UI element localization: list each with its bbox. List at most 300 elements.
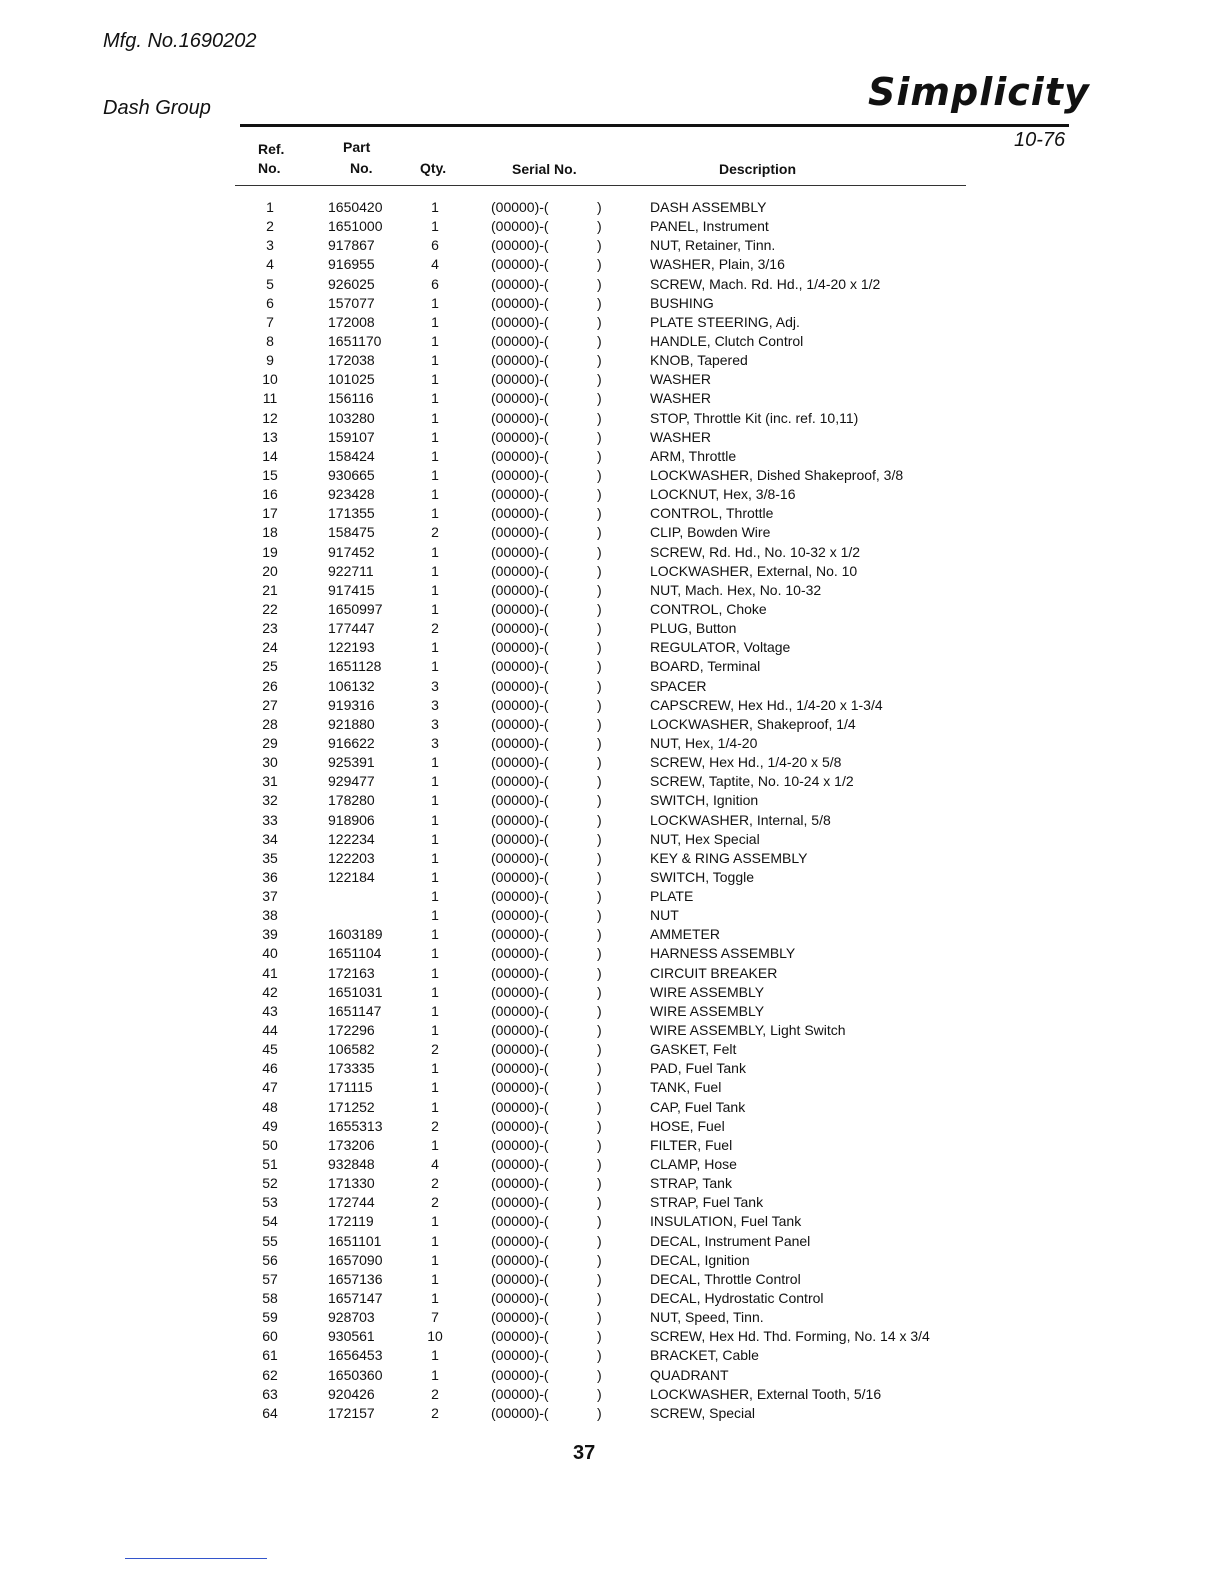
serial-close-bracket: ) — [597, 486, 602, 503]
table-row — [0, 255, 1224, 274]
serial-close-bracket: ) — [597, 677, 602, 694]
group-title: Dash Group — [103, 97, 211, 119]
description: SCREW, Special — [650, 1404, 756, 1421]
table-row — [0, 638, 1224, 657]
serial-close-bracket: ) — [597, 792, 602, 809]
description: FILTER, Fuel — [650, 1136, 733, 1153]
col-serial: Serial No. — [512, 161, 577, 177]
ref-number: 60 — [262, 1328, 278, 1345]
serial-number: (00000)-( — [491, 945, 549, 962]
table-row — [0, 485, 1224, 504]
ref-number: 4 — [266, 256, 274, 273]
quantity: 1 — [431, 639, 439, 656]
revision-date: 10-76 — [1014, 129, 1066, 151]
serial-close-bracket: ) — [597, 983, 602, 1000]
quantity: 10 — [427, 1328, 443, 1345]
serial-number: (00000)-( — [491, 447, 549, 464]
serial-number: (00000)-( — [491, 1117, 549, 1134]
part-number: 917415 — [328, 581, 375, 598]
table-row — [0, 715, 1224, 734]
table-row — [0, 447, 1224, 466]
ref-number: 23 — [262, 620, 278, 637]
ref-number: 2 — [266, 218, 274, 235]
quantity: 1 — [431, 792, 439, 809]
serial-number: (00000)-( — [491, 505, 549, 522]
part-number: 1651031 — [328, 983, 383, 1000]
serial-close-bracket: ) — [597, 907, 602, 924]
ref-number: 57 — [262, 1270, 278, 1287]
quantity: 1 — [431, 964, 439, 981]
description: LOCKWASHER, Shakeproof, 1/4 — [650, 715, 856, 732]
ref-number: 56 — [262, 1251, 278, 1268]
serial-close-bracket: ) — [597, 1251, 602, 1268]
part-number: 925391 — [328, 754, 375, 771]
part-number: 916622 — [328, 734, 375, 751]
serial-number: (00000)-( — [491, 734, 549, 751]
serial-close-bracket: ) — [597, 926, 602, 943]
quantity: 1 — [431, 773, 439, 790]
description: WIRE ASSEMBLY — [650, 983, 765, 1000]
ref-number: 8 — [266, 332, 274, 349]
ref-number: 64 — [262, 1404, 278, 1421]
col-ref-line2: No. — [258, 160, 281, 176]
part-number: 172296 — [328, 1022, 375, 1039]
table-row — [0, 811, 1224, 830]
table-row — [0, 1404, 1224, 1423]
serial-number: (00000)-( — [491, 218, 549, 235]
description: BRACKET, Cable — [650, 1347, 759, 1364]
quantity: 1 — [431, 199, 439, 215]
serial-close-bracket: ) — [597, 639, 602, 656]
serial-close-bracket: ) — [597, 409, 602, 426]
table-row — [0, 1078, 1224, 1097]
serial-number: (00000)-( — [491, 1022, 549, 1039]
quantity: 2 — [431, 524, 439, 541]
description: KEY & RING ASSEMBLY — [650, 849, 808, 866]
description: DECAL, Instrument Panel — [650, 1232, 811, 1249]
quantity: 1 — [431, 888, 439, 905]
serial-number: (00000)-( — [491, 428, 549, 445]
serial-close-bracket: ) — [597, 1175, 602, 1192]
part-number: 930665 — [328, 466, 375, 483]
description: INSULATION, Fuel Tank — [650, 1213, 802, 1230]
table-row — [0, 925, 1224, 944]
parts-list — [0, 198, 1224, 1423]
serial-close-bracket: ) — [597, 390, 602, 407]
description: SPACER — [650, 677, 707, 694]
description: LOCKNUT, Hex, 3/8-16 — [650, 486, 796, 503]
part-number: 926025 — [328, 275, 375, 292]
quantity: 1 — [431, 754, 439, 771]
table-row — [0, 389, 1224, 408]
serial-number: (00000)-( — [491, 1328, 549, 1345]
table-row — [0, 734, 1224, 753]
serial-number: (00000)-( — [491, 562, 549, 579]
serial-number: (00000)-( — [491, 1194, 549, 1211]
ref-number: 28 — [262, 715, 278, 732]
ref-number: 12 — [262, 409, 278, 426]
part-number: 1650997 — [328, 600, 383, 617]
quantity: 4 — [431, 256, 439, 273]
ref-number: 62 — [262, 1366, 278, 1383]
description: CONTROL, Throttle — [650, 505, 774, 522]
serial-number: (00000)-( — [491, 1098, 549, 1115]
part-number: 178280 — [328, 792, 375, 809]
quantity: 2 — [431, 1404, 439, 1421]
serial-number: (00000)-( — [491, 600, 549, 617]
table-row — [0, 504, 1224, 523]
quantity: 6 — [431, 237, 439, 254]
serial-close-bracket: ) — [597, 1347, 602, 1364]
serial-number: (00000)-( — [491, 907, 549, 924]
description: PLATE STEERING, Adj. — [650, 313, 800, 330]
ref-number: 19 — [262, 543, 278, 560]
table-row — [0, 1385, 1224, 1404]
quantity: 1 — [431, 390, 439, 407]
description: WASHER, Plain, 3/16 — [650, 256, 785, 273]
part-number: 1651128 — [328, 658, 382, 675]
description: BOARD, Terminal — [650, 658, 761, 675]
serial-number: (00000)-( — [491, 1079, 549, 1096]
description: WASHER — [650, 428, 711, 445]
serial-number: (00000)-( — [491, 696, 549, 713]
part-number: 171115 — [328, 1079, 373, 1096]
serial-number: (00000)-( — [491, 620, 549, 637]
serial-close-bracket: ) — [597, 1098, 602, 1115]
serial-number: (00000)-( — [491, 754, 549, 771]
part-number: 171355 — [328, 505, 375, 522]
part-number: 172119 — [328, 1213, 374, 1230]
quantity: 1 — [431, 218, 439, 235]
col-part-line2: No. — [350, 160, 373, 176]
part-number: 158424 — [328, 447, 375, 464]
description: ARM, Throttle — [650, 447, 737, 464]
ref-number: 36 — [262, 868, 278, 885]
part-number: 122203 — [328, 849, 375, 866]
description: NUT, Hex Special — [650, 830, 760, 847]
description: STRAP, Fuel Tank — [650, 1194, 764, 1211]
table-row — [0, 409, 1224, 428]
serial-number: (00000)-( — [491, 466, 549, 483]
serial-close-bracket: ) — [597, 1232, 602, 1249]
ref-number: 24 — [262, 639, 278, 656]
part-number: 157077 — [328, 294, 375, 311]
serial-close-bracket: ) — [597, 1117, 602, 1134]
description: NUT, Mach. Hex, No. 10-32 — [650, 581, 822, 598]
table-row — [0, 428, 1224, 447]
part-number: 918906 — [328, 811, 375, 828]
quantity: 1 — [431, 466, 439, 483]
table-row — [0, 964, 1224, 983]
quantity: 3 — [431, 734, 439, 751]
ref-number: 9 — [266, 352, 274, 369]
serial-number: (00000)-( — [491, 199, 549, 215]
description: NUT, Retainer, Tinn. — [650, 237, 776, 254]
ref-number: 16 — [262, 486, 278, 503]
serial-number: (00000)-( — [491, 1366, 549, 1383]
quantity: 1 — [431, 409, 439, 426]
serial-number: (00000)-( — [491, 1175, 549, 1192]
table-row — [0, 753, 1224, 772]
description: DECAL, Hydrostatic Control — [650, 1290, 824, 1307]
serial-number: (00000)-( — [491, 830, 549, 847]
serial-close-bracket: ) — [597, 237, 602, 254]
table-row — [0, 1059, 1224, 1078]
part-number: 156116 — [328, 390, 374, 407]
part-number: 919316 — [328, 696, 375, 713]
quantity: 1 — [431, 868, 439, 885]
serial-number: (00000)-( — [491, 1041, 549, 1058]
col-qty: Qty. — [420, 160, 447, 176]
serial-number: (00000)-( — [491, 792, 549, 809]
part-number: 923428 — [328, 486, 375, 503]
table-row — [0, 1308, 1224, 1327]
part-number: 101025 — [328, 371, 375, 388]
part-number: 1651104 — [328, 945, 382, 962]
description: WIRE ASSEMBLY, Light Switch — [650, 1022, 846, 1039]
serial-close-bracket: ) — [597, 256, 602, 273]
part-number: 1603189 — [328, 926, 383, 943]
ref-number: 45 — [262, 1041, 278, 1058]
description: STOP, Throttle Kit (inc. ref. 10,11) — [650, 409, 859, 426]
serial-close-bracket: ) — [597, 811, 602, 828]
quantity: 1 — [431, 849, 439, 866]
ref-number: 49 — [262, 1117, 278, 1134]
serial-close-bracket: ) — [597, 1213, 602, 1230]
description: NUT, Hex, 1/4-20 — [650, 734, 758, 751]
serial-number: (00000)-( — [491, 888, 549, 905]
ref-number: 1 — [266, 199, 274, 215]
ref-number: 58 — [262, 1290, 278, 1307]
quantity: 3 — [431, 696, 439, 713]
table-row — [0, 1346, 1224, 1365]
quantity: 1 — [431, 1270, 439, 1287]
part-number: 929477 — [328, 773, 375, 790]
description: TANK, Fuel — [650, 1079, 722, 1096]
serial-close-bracket: ) — [597, 888, 602, 905]
column-header-rule — [235, 185, 966, 186]
ref-number: 26 — [262, 677, 278, 694]
quantity: 1 — [431, 1060, 439, 1077]
serial-number: (00000)-( — [491, 275, 549, 292]
part-number: 1651101 — [328, 1232, 382, 1249]
description: WASHER — [650, 390, 711, 407]
part-number: 1655313 — [328, 1117, 383, 1134]
serial-close-bracket: ) — [597, 1041, 602, 1058]
serial-number: (00000)-( — [491, 524, 549, 541]
serial-number: (00000)-( — [491, 1002, 549, 1019]
quantity: 2 — [431, 1385, 439, 1402]
description: CLAMP, Hose — [650, 1156, 737, 1173]
description: STRAP, Tank — [650, 1175, 732, 1192]
serial-number: (00000)-( — [491, 926, 549, 943]
table-row — [0, 543, 1224, 562]
ref-number: 37 — [262, 888, 278, 905]
description: SCREW, Rd. Hd., No. 10-32 x 1/2 — [650, 543, 861, 560]
serial-close-bracket: ) — [597, 1385, 602, 1402]
serial-close-bracket: ) — [597, 1404, 602, 1421]
ref-number: 31 — [262, 773, 278, 790]
serial-close-bracket: ) — [597, 352, 602, 369]
serial-number: (00000)-( — [491, 1290, 549, 1307]
serial-close-bracket: ) — [597, 447, 602, 464]
ref-number: 48 — [262, 1098, 278, 1115]
serial-number: (00000)-( — [491, 409, 549, 426]
table-row — [0, 619, 1224, 638]
ref-number: 55 — [262, 1232, 278, 1249]
description: DECAL, Throttle Control — [650, 1270, 801, 1287]
serial-close-bracket: ) — [597, 620, 602, 637]
serial-number: (00000)-( — [491, 658, 549, 675]
table-row — [0, 1040, 1224, 1059]
description: LOCKWASHER, External Tooth, 5/16 — [650, 1385, 882, 1402]
table-row — [0, 1117, 1224, 1136]
part-number: 917867 — [328, 237, 375, 254]
part-number: 172008 — [328, 313, 375, 330]
part-number: 103280 — [328, 409, 375, 426]
serial-number: (00000)-( — [491, 849, 549, 866]
quantity: 3 — [431, 677, 439, 694]
serial-number: (00000)-( — [491, 294, 549, 311]
serial-close-bracket: ) — [597, 868, 602, 885]
part-number: 1657147 — [328, 1290, 383, 1307]
serial-close-bracket: ) — [597, 964, 602, 981]
description: DASH ASSEMBLY — [650, 199, 767, 215]
description: PLATE — [650, 888, 694, 905]
table-row — [0, 677, 1224, 696]
table-row — [0, 523, 1224, 542]
part-number: 1656453 — [328, 1347, 383, 1364]
ref-number: 25 — [262, 658, 278, 675]
serial-close-bracket: ) — [597, 754, 602, 771]
serial-close-bracket: ) — [597, 1270, 602, 1287]
serial-number: (00000)-( — [491, 964, 549, 981]
description: SCREW, Hex Hd. Thd. Forming, No. 14 x 3/4 — [650, 1328, 930, 1345]
ref-number: 38 — [262, 907, 278, 924]
serial-close-bracket: ) — [597, 773, 602, 790]
serial-close-bracket: ) — [597, 1328, 602, 1345]
ref-number: 41 — [262, 964, 278, 981]
serial-number: (00000)-( — [491, 371, 549, 388]
serial-close-bracket: ) — [597, 1194, 602, 1211]
quantity: 1 — [431, 983, 439, 1000]
quantity: 3 — [431, 715, 439, 732]
part-number: 122193 — [328, 639, 375, 656]
page-number: 37 — [573, 1442, 596, 1464]
col-description: Description — [719, 161, 797, 177]
description: CAPSCREW, Hex Hd., 1/4-20 x 1-3/4 — [650, 696, 883, 713]
serial-close-bracket: ) — [597, 1002, 602, 1019]
quantity: 1 — [431, 505, 439, 522]
ref-number: 61 — [262, 1347, 278, 1364]
table-row — [0, 332, 1224, 351]
ref-number: 63 — [262, 1385, 278, 1402]
table-row — [0, 1098, 1224, 1117]
serial-close-bracket: ) — [597, 734, 602, 751]
serial-close-bracket: ) — [597, 1136, 602, 1153]
part-number: 173206 — [328, 1136, 375, 1153]
description: CIRCUIT BREAKER — [650, 964, 778, 981]
serial-number: (00000)-( — [491, 543, 549, 560]
table-row — [0, 1212, 1224, 1231]
table-row — [0, 1155, 1224, 1174]
description: DECAL, Ignition — [650, 1251, 750, 1268]
part-number: 916955 — [328, 256, 375, 273]
table-row — [0, 1232, 1224, 1251]
quantity: 1 — [431, 1347, 439, 1364]
quantity: 4 — [431, 1156, 439, 1173]
description: SWITCH, Ignition — [650, 792, 759, 809]
serial-number: (00000)-( — [491, 1270, 549, 1287]
serial-number: (00000)-( — [491, 1136, 549, 1153]
description: WASHER — [650, 371, 711, 388]
part-number: 172163 — [328, 964, 375, 981]
quantity: 1 — [431, 294, 439, 311]
serial-number: (00000)-( — [491, 1385, 549, 1402]
quantity: 1 — [431, 447, 439, 464]
ref-number: 18 — [262, 524, 278, 541]
quantity: 1 — [431, 562, 439, 579]
serial-close-bracket: ) — [597, 543, 602, 560]
description: LOCKWASHER, External, No. 10 — [650, 562, 858, 579]
table-row — [0, 1002, 1224, 1021]
description: PANEL, Instrument — [650, 218, 769, 235]
description: HARNESS ASSEMBLY — [650, 945, 796, 962]
ref-number: 3 — [266, 237, 274, 254]
ref-number: 32 — [262, 792, 278, 809]
quantity: 1 — [431, 371, 439, 388]
part-number: 171330 — [328, 1175, 375, 1192]
part-number: 172744 — [328, 1194, 375, 1211]
part-number: 159107 — [328, 428, 375, 445]
table-row — [0, 236, 1224, 255]
ref-number: 21 — [262, 581, 278, 598]
quantity: 2 — [431, 1194, 439, 1211]
quantity: 1 — [431, 1366, 439, 1383]
part-number: 171252 — [328, 1098, 375, 1115]
part-number: 920426 — [328, 1385, 375, 1402]
serial-number: (00000)-( — [491, 237, 549, 254]
ref-number: 50 — [262, 1136, 278, 1153]
quantity: 1 — [431, 1251, 439, 1268]
col-ref-line1: Ref. — [258, 141, 285, 157]
serial-number: (00000)-( — [491, 1347, 549, 1364]
ref-number: 52 — [262, 1175, 278, 1192]
table-row — [0, 313, 1224, 332]
quantity: 1 — [431, 1022, 439, 1039]
description: BUSHING — [650, 294, 714, 311]
table-row — [0, 1366, 1224, 1385]
description: SCREW, Mach. Rd. Hd., 1/4-20 x 1/2 — [650, 275, 881, 292]
quantity: 1 — [431, 1136, 439, 1153]
quantity: 1 — [431, 581, 439, 598]
part-number: 922711 — [328, 562, 374, 579]
ref-number: 5 — [266, 275, 274, 292]
quantity: 1 — [431, 486, 439, 503]
serial-close-bracket: ) — [597, 313, 602, 330]
serial-close-bracket: ) — [597, 218, 602, 235]
ref-number: 43 — [262, 1002, 278, 1019]
serial-number: (00000)-( — [491, 1060, 549, 1077]
part-number: 172038 — [328, 352, 375, 369]
serial-close-bracket: ) — [597, 466, 602, 483]
part-number: 1651170 — [328, 332, 382, 349]
part-number: 1650360 — [328, 1366, 383, 1383]
ref-number: 17 — [262, 505, 278, 522]
table-row — [0, 1193, 1224, 1212]
serial-number: (00000)-( — [491, 1232, 549, 1249]
serial-close-bracket: ) — [597, 199, 602, 215]
